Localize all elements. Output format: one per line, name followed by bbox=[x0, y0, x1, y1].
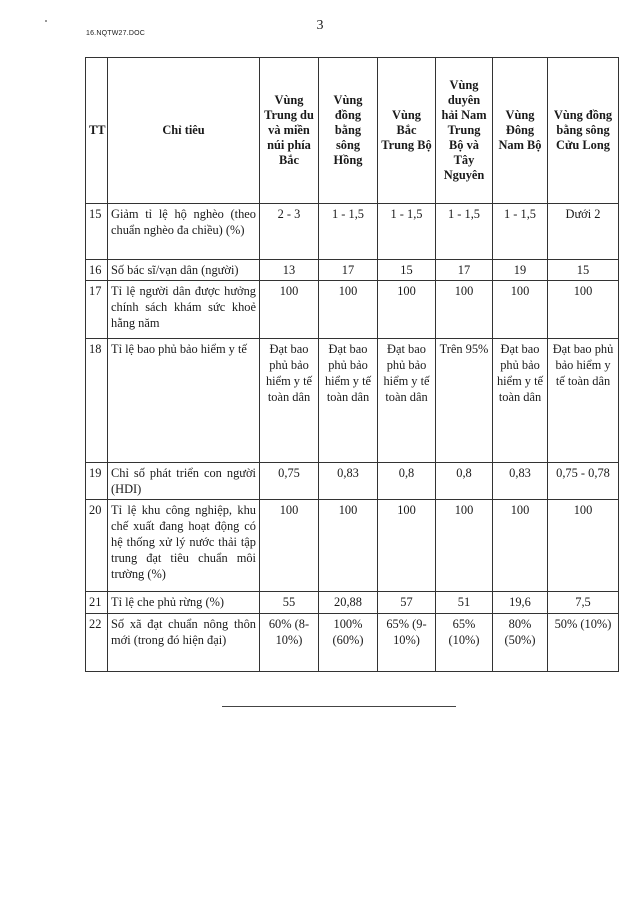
value-cell: 100 bbox=[260, 281, 319, 339]
page-number: 3 bbox=[316, 18, 324, 33]
value-cell: 1 - 1,5 bbox=[378, 204, 436, 260]
table-row bbox=[86, 500, 619, 592]
value-cell: 100 bbox=[548, 281, 619, 339]
value-cell: 20,88 bbox=[319, 592, 378, 614]
indicator-cell: Số xã đạt chuẩn nông thôn mới (trong đó hiện đại) bbox=[108, 614, 260, 672]
value-cell: 15 bbox=[378, 260, 436, 281]
value-cell: 100 bbox=[436, 281, 493, 339]
row-number: 17 bbox=[86, 281, 108, 339]
value-cell: 7,5 bbox=[548, 592, 619, 614]
value-cell: 60% (8-10%) bbox=[260, 614, 319, 672]
table-row bbox=[86, 204, 619, 260]
indicator-cell: Tỉ lệ bao phủ bảo hiểm y tế bbox=[108, 339, 260, 463]
indicator-table bbox=[85, 57, 619, 672]
row-number: 15 bbox=[86, 204, 108, 260]
value-cell: 0,83 bbox=[319, 463, 378, 500]
value-cell: 100 bbox=[548, 500, 619, 592]
value-cell: 17 bbox=[319, 260, 378, 281]
value-cell: 17 bbox=[436, 260, 493, 281]
table-row bbox=[86, 260, 619, 281]
header-region-red-river-delta: Vùng đồng bằng sông Hồng bbox=[319, 58, 378, 204]
value-cell: 19 bbox=[493, 260, 548, 281]
row-number: 20 bbox=[86, 500, 108, 592]
value-cell: 100 bbox=[378, 500, 436, 592]
value-cell: 55 bbox=[260, 592, 319, 614]
row-number: 18 bbox=[86, 339, 108, 463]
value-cell: 0,8 bbox=[378, 463, 436, 500]
value-cell: 2 - 3 bbox=[260, 204, 319, 260]
scan-speck bbox=[45, 20, 47, 22]
table-header-row bbox=[86, 58, 619, 204]
document-code: 16.NQTW27.DOC bbox=[86, 30, 145, 37]
header-region-southeast: Vùng Đông Nam Bộ bbox=[493, 58, 548, 204]
value-cell: Đạt bao phủ bảo hiểm y tế toàn dân bbox=[319, 339, 378, 463]
value-cell: Đạt bao phủ bảo hiểm y tế toàn dân bbox=[493, 339, 548, 463]
value-cell: 65% (9-10%) bbox=[378, 614, 436, 672]
value-cell: 100 bbox=[493, 500, 548, 592]
value-cell: 15 bbox=[548, 260, 619, 281]
table-row bbox=[86, 463, 619, 500]
value-cell: 50% (10%) bbox=[548, 614, 619, 672]
value-cell: 13 bbox=[260, 260, 319, 281]
header-region-north-central: Vùng Bắc Trung Bộ bbox=[378, 58, 436, 204]
indicator-cell: Số bác sĩ/vạn dân (người) bbox=[108, 260, 260, 281]
value-cell: 0,75 - 0,78 bbox=[548, 463, 619, 500]
table-row bbox=[86, 339, 619, 463]
header-region-south-central-coast-highlands: Vùng duyên hải Nam Trung Bộ và Tây Nguyên bbox=[436, 58, 493, 204]
value-cell: Đạt bao phủ bảo hiểm y tế toàn dân bbox=[260, 339, 319, 463]
table-row bbox=[86, 614, 619, 672]
value-cell: 0,8 bbox=[436, 463, 493, 500]
header-region-northern-midlands: Vùng Trung du và miền núi phía Bắc bbox=[260, 58, 319, 204]
value-cell: 19,6 bbox=[493, 592, 548, 614]
value-cell: 100 bbox=[260, 500, 319, 592]
value-cell: Dưới 2 bbox=[548, 204, 619, 260]
value-cell: 100 bbox=[319, 281, 378, 339]
row-number: 21 bbox=[86, 592, 108, 614]
value-cell: 1 - 1,5 bbox=[493, 204, 548, 260]
value-cell: 0,75 bbox=[260, 463, 319, 500]
value-cell: 0,83 bbox=[493, 463, 548, 500]
value-cell: 100 bbox=[378, 281, 436, 339]
row-number: 19 bbox=[86, 463, 108, 500]
value-cell: 1 - 1,5 bbox=[319, 204, 378, 260]
row-number: 22 bbox=[86, 614, 108, 672]
header-region-mekong-delta: Vùng đồng bằng sông Cửu Long bbox=[548, 58, 619, 204]
value-cell: 57 bbox=[378, 592, 436, 614]
table-row bbox=[86, 281, 619, 339]
value-cell: Đạt bao phủ bảo hiểm y tế toàn dân bbox=[548, 339, 619, 463]
value-cell: 80% (50%) bbox=[493, 614, 548, 672]
indicator-cell: Tỉ lệ che phủ rừng (%) bbox=[108, 592, 260, 614]
row-number: 16 bbox=[86, 260, 108, 281]
value-cell: 51 bbox=[436, 592, 493, 614]
value-cell: 100% (60%) bbox=[319, 614, 378, 672]
indicator-cell: Tỉ lệ người dân được hưởng chính sách khám sức khoẻ hằng năm bbox=[108, 281, 260, 339]
header-tt: TT bbox=[86, 58, 108, 204]
value-cell: 100 bbox=[319, 500, 378, 592]
indicator-cell: Tỉ lệ khu công nghiệp, khu chế xuất đang hoạt động có hệ thống xử lý nước thải tập trung đạt tiêu chuẩn môi trường (%) bbox=[108, 500, 260, 592]
indicator-cell: Chỉ số phát triển con người (HDI) bbox=[108, 463, 260, 500]
value-cell: 100 bbox=[436, 500, 493, 592]
value-cell: 1 - 1,5 bbox=[436, 204, 493, 260]
value-cell: 100 bbox=[493, 281, 548, 339]
table-row bbox=[86, 592, 619, 614]
header-indicator: Chỉ tiêu bbox=[108, 58, 260, 204]
indicator-cell: Giảm tỉ lệ hộ nghèo (theo chuẩn nghèo đa chiều) (%) bbox=[108, 204, 260, 260]
footer-divider bbox=[222, 706, 456, 707]
value-cell: Đạt bao phủ bảo hiểm y tế toàn dân bbox=[378, 339, 436, 463]
value-cell: 65% (10%) bbox=[436, 614, 493, 672]
value-cell: Trên 95% bbox=[436, 339, 493, 463]
